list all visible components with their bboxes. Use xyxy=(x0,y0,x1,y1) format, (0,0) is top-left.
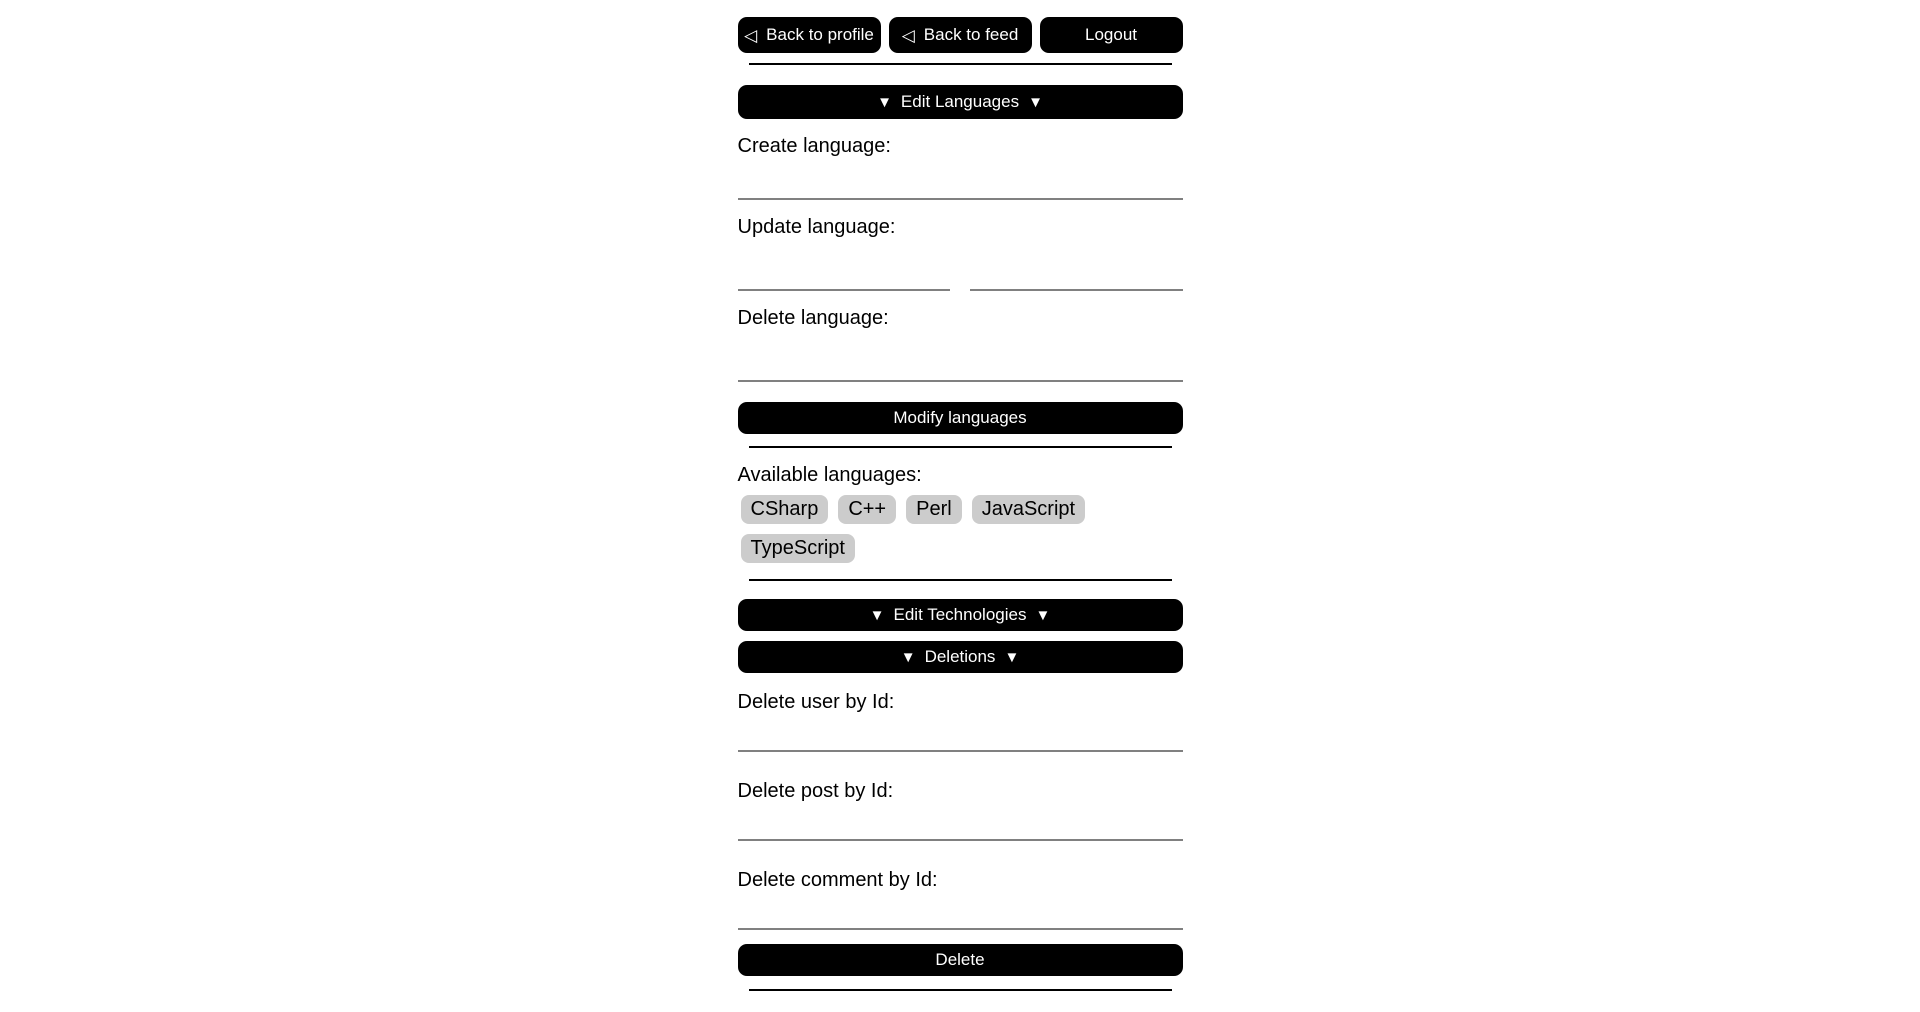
update-language-row xyxy=(738,247,1183,291)
language-tag: JavaScript xyxy=(972,495,1085,524)
logout-label: Logout xyxy=(1085,25,1137,44)
caret-down-icon: ▼ xyxy=(1004,648,1020,666)
delete-post-input[interactable] xyxy=(738,811,1183,841)
delete-post-label: Delete post by Id: xyxy=(737,780,894,802)
back-arrow-icon: ◁ xyxy=(744,25,758,45)
caret-down-icon: ▼ xyxy=(877,93,892,111)
back-to-feed-label: Back to feed xyxy=(923,25,1019,44)
edit-technologies-toggle[interactable] xyxy=(738,599,1183,631)
update-language-old-input[interactable] xyxy=(738,247,951,291)
available-languages-list xyxy=(738,495,1183,563)
delete-user-input[interactable] xyxy=(738,722,1183,752)
update-language-new-input[interactable] xyxy=(970,247,1183,291)
deletions-toggle[interactable] xyxy=(738,641,1183,673)
create-language-label: Create language: xyxy=(737,135,891,157)
deletions-label: Deletions xyxy=(924,647,996,666)
language-tag: TypeScript xyxy=(741,534,855,563)
caret-down-icon: ▼ xyxy=(900,648,916,666)
modify-languages-button[interactable] xyxy=(738,402,1183,434)
logout-button[interactable] xyxy=(1040,17,1183,53)
caret-down-icon: ▼ xyxy=(1035,606,1051,624)
back-to-profile-label: Back to profile xyxy=(766,25,874,44)
edit-languages-toggle[interactable] xyxy=(738,85,1183,119)
delete-button[interactable] xyxy=(738,944,1183,976)
delete-comment-input[interactable] xyxy=(738,900,1183,930)
update-language-label: Update language: xyxy=(737,216,896,238)
delete-comment-label: Delete comment by Id: xyxy=(737,869,938,891)
admin-panel xyxy=(738,17,1183,991)
divider xyxy=(749,579,1172,581)
back-arrow-icon: ◁ xyxy=(901,25,915,45)
language-tag: C++ xyxy=(838,495,896,524)
toolbar xyxy=(738,17,1183,53)
back-to-profile-button[interactable] xyxy=(738,17,881,53)
divider xyxy=(749,989,1172,991)
language-tag: Perl xyxy=(906,495,962,524)
back-to-feed-button[interactable] xyxy=(889,17,1032,53)
delete-user-label: Delete user by Id: xyxy=(737,691,895,713)
language-tag: CSharp xyxy=(741,495,829,524)
delete-language-input[interactable] xyxy=(738,338,1183,382)
divider xyxy=(749,446,1172,448)
divider xyxy=(749,63,1172,65)
modify-languages-label: Modify languages xyxy=(893,408,1027,427)
caret-down-icon: ▼ xyxy=(1028,93,1043,111)
available-languages-label: Available languages: xyxy=(737,464,922,486)
delete-button-label: Delete xyxy=(935,950,985,969)
edit-languages-label: Edit Languages xyxy=(900,92,1020,111)
create-language-input[interactable] xyxy=(738,166,1183,200)
delete-language-label: Delete language: xyxy=(737,307,889,329)
caret-down-icon: ▼ xyxy=(869,606,885,624)
edit-technologies-label: Edit Technologies xyxy=(893,605,1027,624)
